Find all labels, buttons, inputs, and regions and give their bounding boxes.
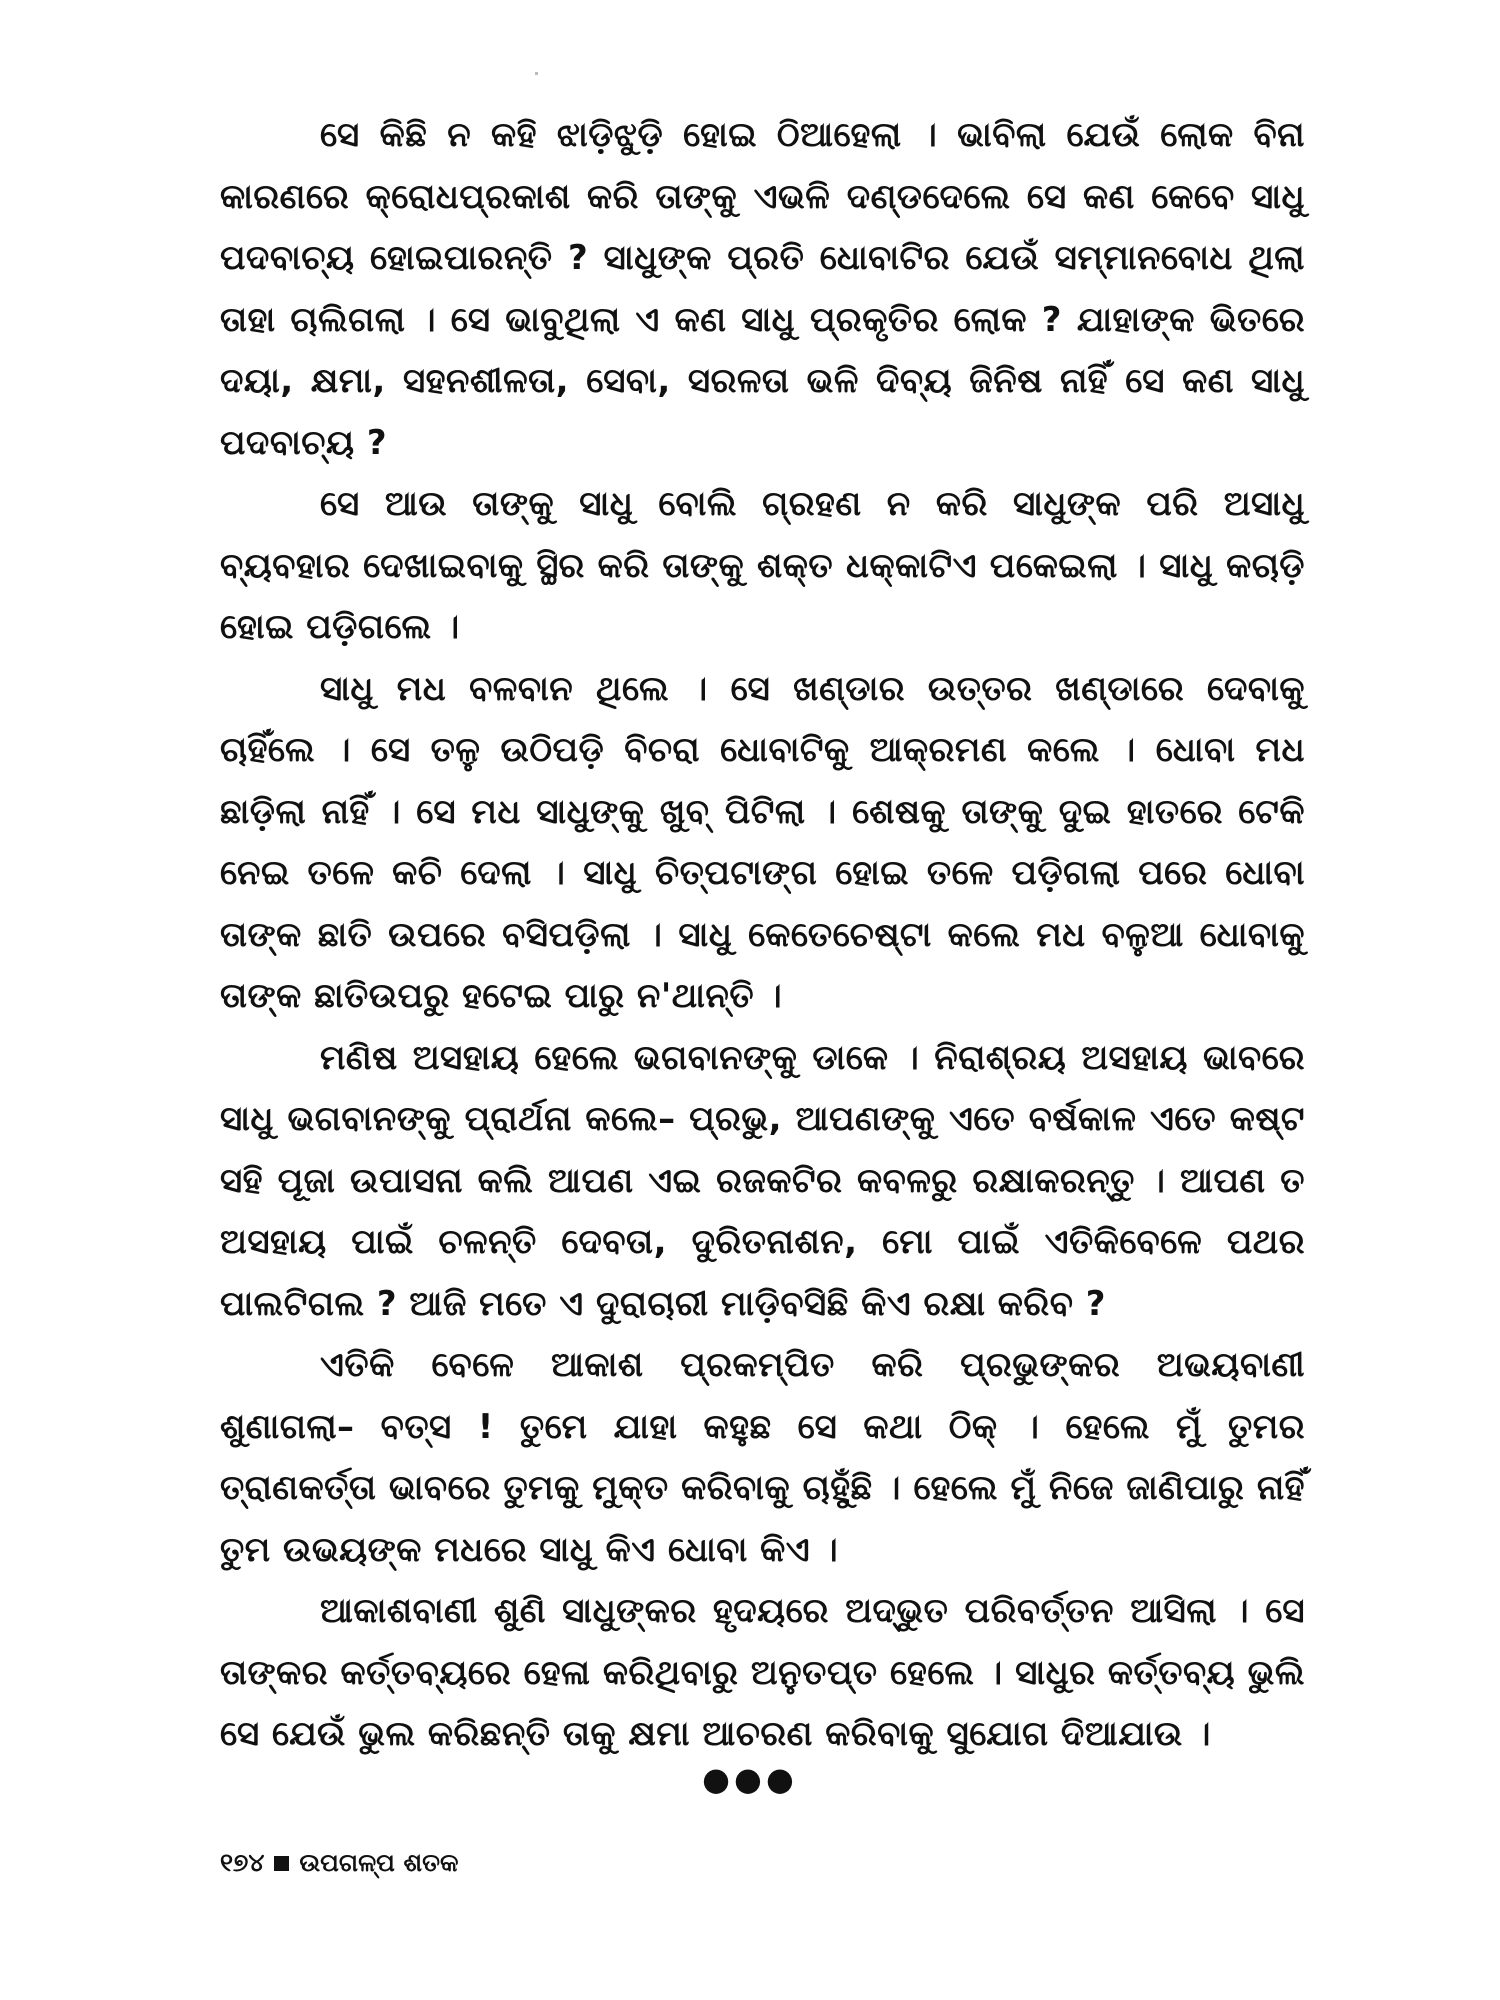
paragraph-2: ସେ ଆଉ ତାଙ୍କୁ ସାଧୁ ବୋଲି ଗ୍ରହଣ ନ କରି ସାଧୁଙ୍କ ପରି ଅସାଧୁ ବ୍ୟବହାର ଦେଖାଇବାକୁ ସ୍ଥିର କରି ତାଙ୍କୁ ଶକ୍ତ ଧକ୍କାଟିଏ ପକେଇଲା । ସାଧୁ କଚାଡ଼ି ହୋଇ ପଡ଼ିଗଲେ । (220, 484, 1305, 647)
paragraph-6: ଆକାଶବାଣୀ ଶୁଣି ସାଧୁଙ୍କର ହୃଦୟରେ ଅଦ୍ଭୁତ ପରିବର୍ତ୍ତନ ଆସିଲା । ସେ ତାଙ୍କର କର୍ତ୍ତବ୍ୟରେ ହେଳା କରିଥିବାରୁ ଅନୁତପ୍ତ ହେଲେ । ସାଧୁର କର୍ତ୍ତବ୍ୟ ଭୁଲି ସେ ଯେଉଁ ଭୁଲ କରିଛନ୍ତି ତାକୁ କ୍ଷମା ଆଚରଣ କରିବାକୁ ସୁଯୋଗ ଦିଆଯାଉ । (220, 1591, 1305, 1754)
book-title: ଉପଗଳ୍ପ ଶତକ (299, 1848, 459, 1877)
paragraph-4: ମଣିଷ ଅସହାୟ ହେଲେ ଭଗବାନଙ୍କୁ ଡାକେ । ନିରାଶ୍ରୟ ଅସହାୟ ଭାବରେ ସାଧୁ ଭଗବାନଙ୍କୁ ପ୍ରାର୍ଥନା କଲେ– ପ୍ରଭୁ, ଆପଣଙ୍କୁ ଏତେ ବର୍ଷକାଳ ଏତେ କଷ୍ଟ ସହି ପୂଜା ଉପାସନା କଲି ଆପଣ ଏଇ ରଜକଟିର କବଳରୁ ରକ୍ଷାକରନ୍ତୁ । ଆପଣ ତ ଅସହାୟ ପାଇଁ ଚଳନ୍ତି ଦେବତା, ଦୁରିତନାଶନ, ମୋ ପାଇଁ ଏତିକିବେଳେ ପଥର ପାଲଟିଗଲ ? ଆଜି ମତେ ଏ ଦୁରାଚାରୀ ମାଡ଼ିବସିଛି କିଏ ରକ୍ଷା କରିବ ? (220, 1037, 1305, 1324)
story-body (220, 105, 1305, 1766)
paragraph-5: ଏତିକି ବେଳେ ଆକାଶ ପ୍ରକମ୍ପିତ କରି ପ୍ରଭୁଙ୍କର ଅଭୟବାଣୀ ଶୁଣାଗଲା– ବତ୍ସ ! ତୁମେ ଯାହା କହୁଛ ସେ କଥା ଠିକ୍ । ହେଲେ ମୁଁ ତୁମର ତ୍ରାଣକର୍ତ୍ତା ଭାବରେ ତୁମକୁ ମୁକ୍ତ କରିବାକୁ ଚାହୁଁଛି । ହେଲେ ମୁଁ ନିଜେ ଜାଣିପାରୁ ନାହିଁ ତୁମ ଉଭୟଙ୍କ ମଧରେ ସାଧୁ କିଏ ଧୋବା କିଏ । (220, 1345, 1305, 1570)
section-separator: ●●● (702, 1760, 798, 1798)
print-speck (535, 72, 538, 75)
paragraph-3: ସାଧୁ ମଧ ବଳବାନ ଥିଲେ । ସେ ଖଣ୍ଡାର ଉତ୍ତର ଖଣ୍ଡାରେ ଦେବାକୁ ଚାହିଁଲେ । ସେ ତଳୁ ଉଠିପଡ଼ି ବିଚରା ଧୋବାଟିକୁ ଆକ୍ରମଣ କଲେ । ଧୋବା ମଧ ଛାଡ଼ିଲା ନାହିଁ । ସେ ମଧ ସାଧୁଙ୍କୁ ଖୁବ୍ ପିଟିଲା । ଶେଷକୁ ତାଙ୍କୁ ଦୁଇ ହାତରେ ଟେକି ନେଇ ତଳେ କଚି ଦେଲା । ସାଧୁ ଚିତ୍‌ପଟାଙ୍ଗ ହୋଇ ତଳେ ପଡ଼ିଗଲା ପରେ ଧୋବା ତାଙ୍କ ଛାତି ଉପରେ ବସିପଡ଼ିଲା । ସାଧୁ କେତେଚେଷ୍ଟା କଲେ ମଧ ବଳୁଆ ଧୋବାକୁ ତାଙ୍କ ଛାତିଉପରୁ ହଟେଇ ପାରୁ ନ'ଥାନ୍ତି । (220, 668, 1305, 1016)
paragraph-1: ସେ କିଛି ନ କହି ଝାଡ଼ିଝୁଡ଼ି ହୋଇ ଠିଆହେଲା । ଭାବିଲା ଯେଉଁ ଲୋକ ବିନା କାରଣରେ କ୍ରୋଧପ୍ରକାଶ କରି ତାଙ୍କୁ ଏଭଳି ଦଣ୍ଡଦେଲେ ସେ କଣ କେବେ ସାଧୁ ପଦବାଚ୍ୟ ହୋଇପାରନ୍ତି ? ସାଧୁଙ୍କ ପ୍ରତି ଧୋବାଟିର ଯେଉଁ ସମ୍ମାନବୋଧ ଥିଲା ତାହା ଚାଲିଗଲା । ସେ ଭାବୁଥିଲା ଏ କଣ ସାଧୁ ପ୍ରକୃତିର ଲୋକ ? ଯାହାଙ୍କ ଭିତରେ ଦୟା, କ୍ଷମା, ସହନଶୀଳତା, ସେବା, ସରଳତା ଭଳି ଦିବ୍ୟ ଜିନିଷ ନାହିଁ ସେ କଣ ସାଧୁ ପଦବାଚ୍ୟ ? (220, 115, 1305, 463)
page-footer (220, 1848, 458, 1878)
page-number: ୧୭୪ (220, 1848, 265, 1877)
square-bullet-icon (274, 1856, 289, 1871)
